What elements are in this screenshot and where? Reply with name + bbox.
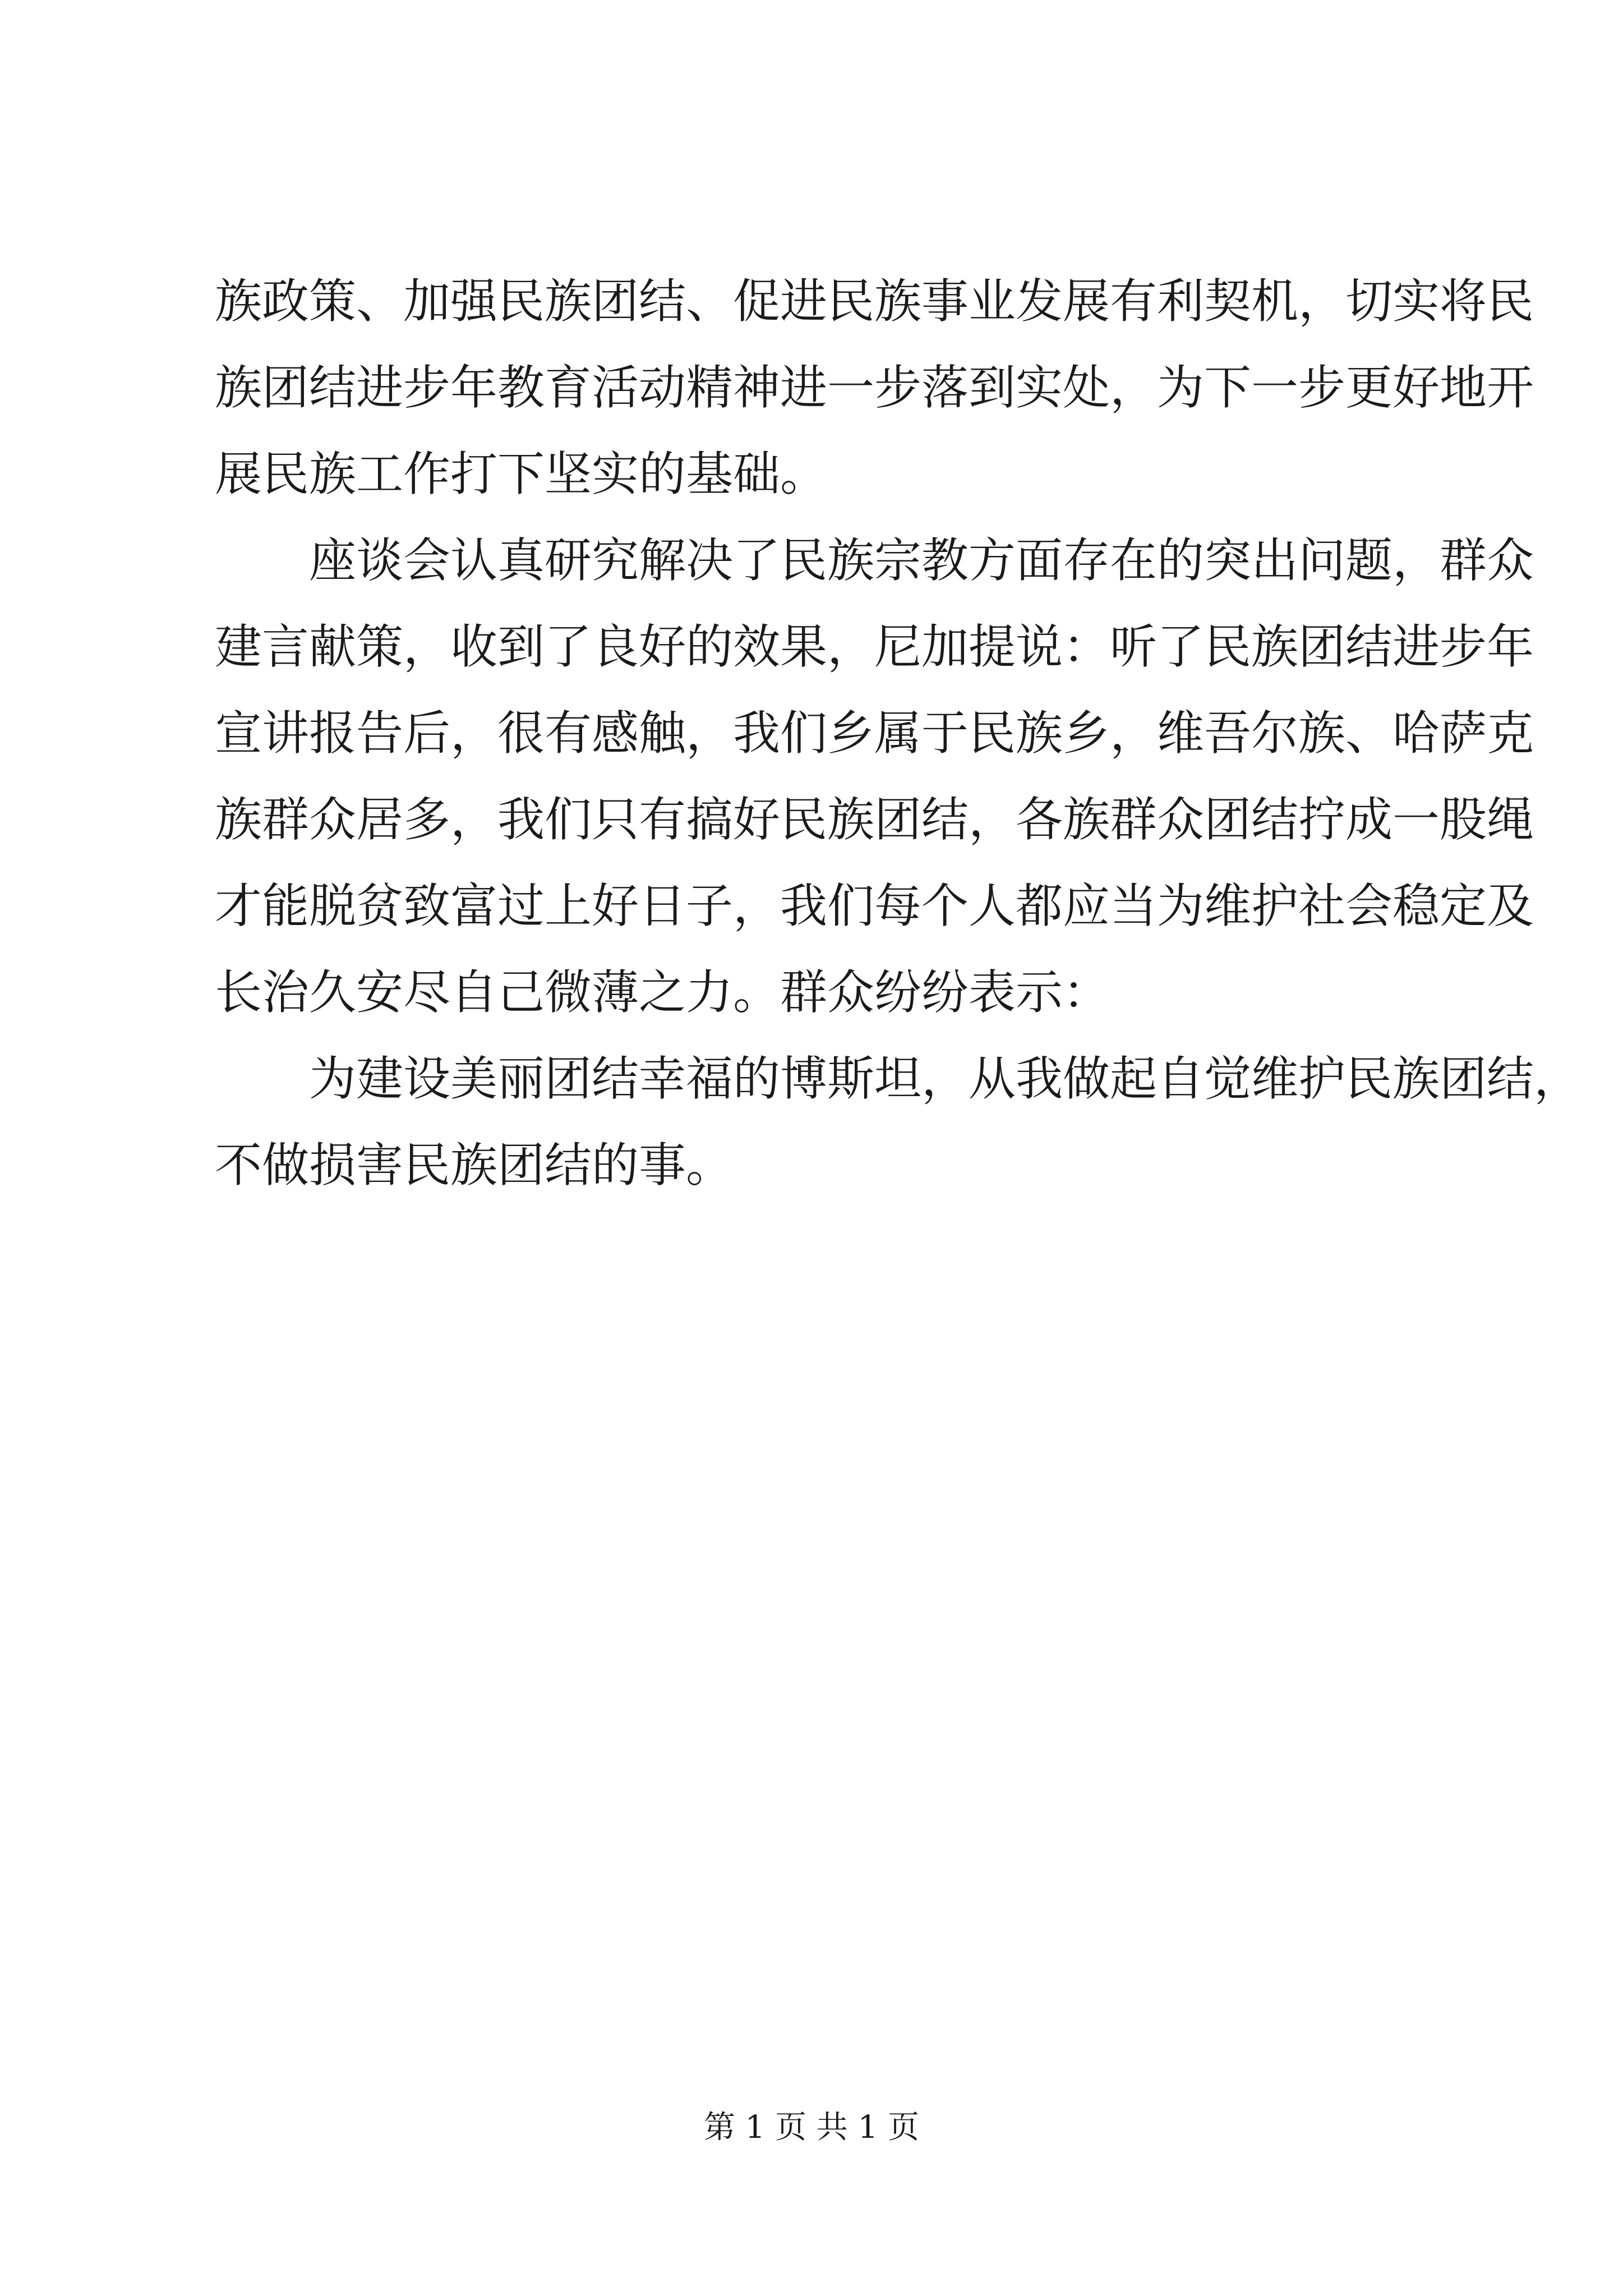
paragraph-2-line-1: 座谈会认真研究解决了民族宗教方面存在的突出问题，群众: [309, 533, 1534, 588]
paragraph-3-line-1: 为建设美丽团结幸福的博斯坦，从我做起自觉维护民族团结，: [309, 1051, 1581, 1106]
paragraph-2-line-2: 建言献策，收到了良好的效果，尼加提说：听了民族团结进步年: [215, 619, 1534, 674]
paragraph-1-line-2: 族团结进步年教育活动精神进一步落到实处，为下一步更好地开: [215, 360, 1534, 415]
paragraph-2-line-4: 族群众居多，我们只有搞好民族团结，各族群众团结拧成一股绳: [215, 792, 1534, 847]
page-number-footer: 第 1 页 共 1 页: [703, 2109, 920, 2146]
paragraph-2-line-5: 才能脱贫致富过上好日子，我们每个人都应当为维护社会稳定及: [215, 878, 1534, 933]
document-body: [215, 258, 1581, 1208]
paragraph-2-line-3: 宣讲报告后，很有感触，我们乡属于民族乡，维吾尔族、哈萨克: [215, 706, 1534, 761]
paragraph-1-line-1: 族政策、加强民族团结、促进民族事业发展有利契机，切实将民: [215, 274, 1534, 329]
paragraph-1-line-3: 展民族工作打下坚实的基础。: [215, 447, 828, 501]
paragraph-3-line-2: 不做损害民族团结的事。: [215, 1138, 734, 1193]
paragraph-2-line-6: 长治久安尽自己微薄之力。群众纷纷表示：: [215, 965, 1110, 1020]
